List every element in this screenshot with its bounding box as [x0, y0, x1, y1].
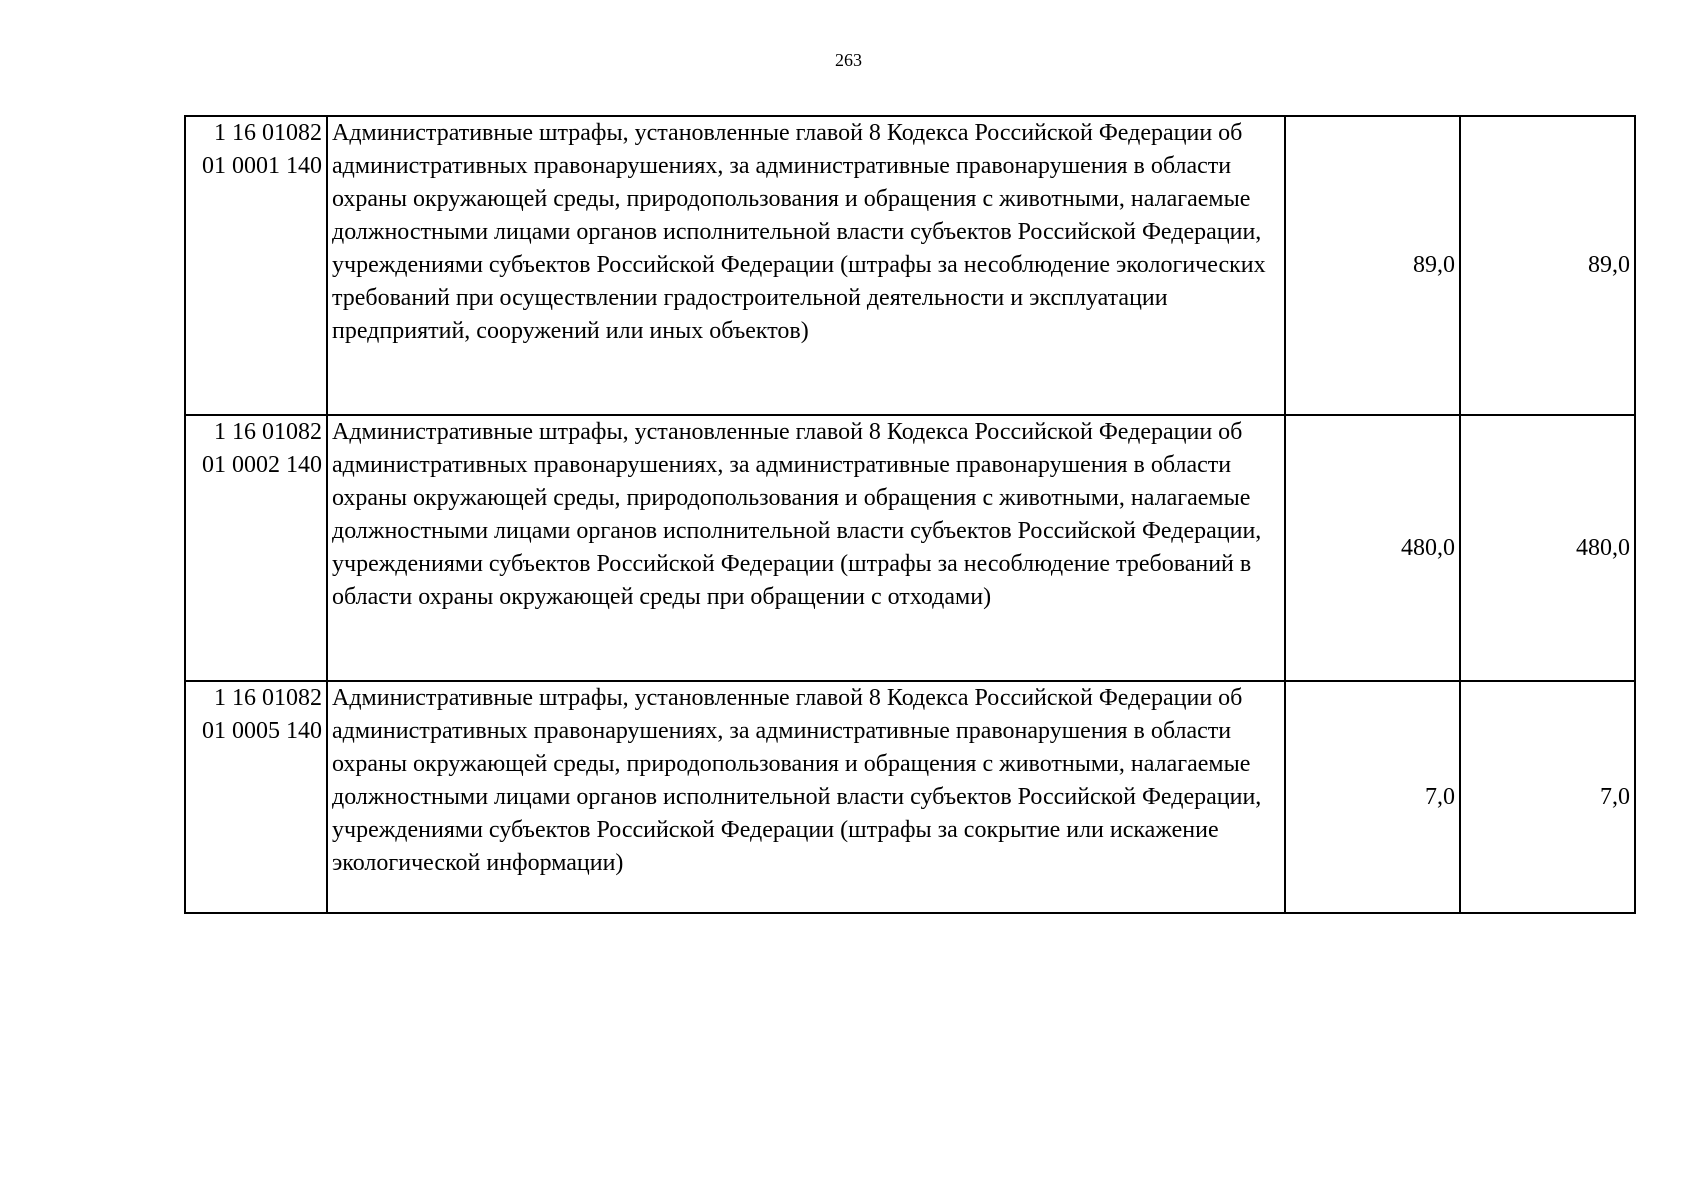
budget-table [184, 115, 1636, 914]
value-cell-1: 7,0 [1285, 681, 1460, 913]
value-cell-1: 89,0 [1285, 116, 1460, 415]
budget-code-cell: 1 16 01082 01 0001 140 [185, 116, 327, 415]
description-cell: Административные штрафы, установленные главой 8 Кодекса Российской Федерации об административных правонарушениях, за административные правонарушения в области охраны окружающей среды, природопользования и обращения с животными, налагаемые должностными лицами органов исполнительной власти субъектов Российской Федерации, учреждениями субъектов Российской Федерации (штрафы за несоблюдение экологических требований при осуществлении градостроительной деятельности и эксплуатации предприятий, сооружений или иных объектов) [327, 116, 1285, 415]
page-number: 263 [835, 50, 862, 70]
table-row [185, 681, 1635, 913]
value-cell-2: 480,0 [1460, 415, 1635, 681]
table-row [185, 415, 1635, 681]
value-cell-2: 7,0 [1460, 681, 1635, 913]
table-row [185, 116, 1635, 415]
description-cell: Административные штрафы, установленные главой 8 Кодекса Российской Федерации об административных правонарушениях, за административные правонарушения в области охраны окружающей среды, природопользования и обращения с животными, налагаемые должностными лицами органов исполнительной власти субъектов Российской Федерации, учреждениями субъектов Российской Федерации (штрафы за несоблюдение требований в области охраны окружающей среды при обращении с отходами) [327, 415, 1285, 681]
value-cell-1: 480,0 [1285, 415, 1460, 681]
value-cell-2: 89,0 [1460, 116, 1635, 415]
budget-code-cell: 1 16 01082 01 0005 140 [185, 681, 327, 913]
description-cell: Административные штрафы, установленные главой 8 Кодекса Российской Федерации об административных правонарушениях, за административные правонарушения в области охраны окружающей среды, природопользования и обращения с животными, налагаемые должностными лицами органов исполнительной власти субъектов Российской Федерации, учреждениями субъектов Российской Федерации (штрафы за сокрытие или искажение экологической информации) [327, 681, 1285, 913]
budget-code-cell: 1 16 01082 01 0002 140 [185, 415, 327, 681]
